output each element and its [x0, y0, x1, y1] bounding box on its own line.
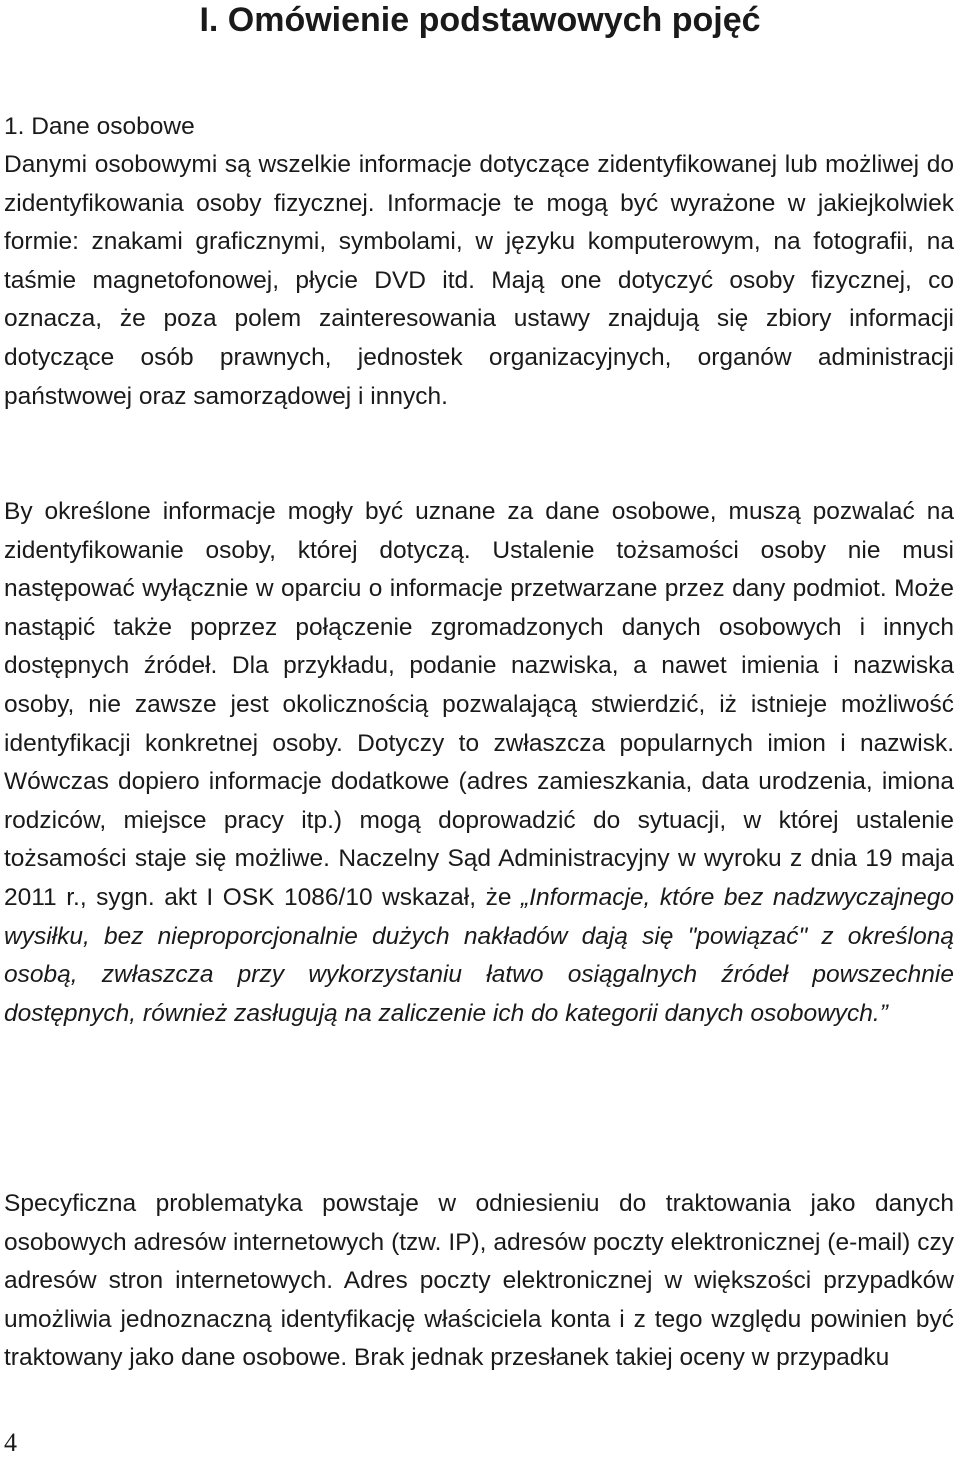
section-heading: 1. Dane osobowe: [4, 113, 195, 140]
paragraph-definition: Danymi osobowymi są wszelkie informacje dotyczące zidentyfikowanej lub możliwej do zidentyfikowania osoby fizycznej. Informacje te mogą być wyrażone w jakiejkolwiek formie: znakami graficznymi, symbolami, w języku komputerowym, na fotografii, na taśmie magnetofonowej, płycie DVD itd. Mają one dotyczyć osoby fizycznej, co oznacza, że poza polem zainteresowania ustawy znajdują się zbiory informacji dotyczące osób prawnych, jednostek organizacyjnych, organów administracji państwowej oraz samorządowej i innych.: [4, 151, 954, 410]
chapter-title: I. Omówienie podstawowych pojęć: [199, 1, 761, 39]
paragraph-identification: [4, 493, 954, 1033]
page-number: 4: [4, 1428, 17, 1457]
court-ruling-quote: „Informacje, które bez nadzwyczajnego wysiłku, bez nieproporcjonalnie dużych nakładów dają się "powiązać" z określoną osobą, zwłaszcza przy wykorzystaniu łatwo osiągalnych źródeł powszechnie dostępnych, również zasługują na zaliczenie ich do kategorii danych osobowych.”: [4, 883, 955, 1027]
paragraph-internet-addresses: Specyficzna problematyka powstaje w odniesieniu do traktowania jako danych osobowych adresów internetowych (tzw. IP), adresów poczty elektronicznej (e-mail) czy adresów stron internetowych. Adres poczty elektronicznej w większości przypadków umożliwia jednoznaczną identyfikację właściciela konta i z tego względu powinien być traktowany jako dane osobowe. Brak jednak przesłanek takiej oceny w przypadku: [4, 1190, 954, 1372]
paragraph-identification-text: By określone informacje mogły być uznane za dane osobowe, muszą pozwalać na zidentyfikowanie osoby, której dotyczą. Ustalenie tożsamości osoby nie musi następować wyłącznie w oparciu o informacje przetwarzane przez dany podmiot. Może nastąpić także poprzez połączenie zgromadzonych danych osobowych i innych dostępnych źródeł. Dla przykładu, podanie nazwiska, a nawet imienia i nazwiska osoby, nie zawsze jest okolicznością pozwalającą stwierdzić, iż istnieje możliwość identyfikacji konkretnej osoby. Dotyczy to zwłaszcza popularnych imion i nazwisk. Wówczas dopiero informacje dodatkowe (adres zamieszkania, data urodzenia, imiona rodziców, miejsce pracy itp.) mogą doprowadzić do sytuacji, w której ustalenie tożsamości staje się możliwe. Naczelny Sąd Administracyjny w wyroku z dnia 19 maja 2011 r., sygn. akt I OSK 1086/10 wskazał, że: [4, 498, 954, 911]
